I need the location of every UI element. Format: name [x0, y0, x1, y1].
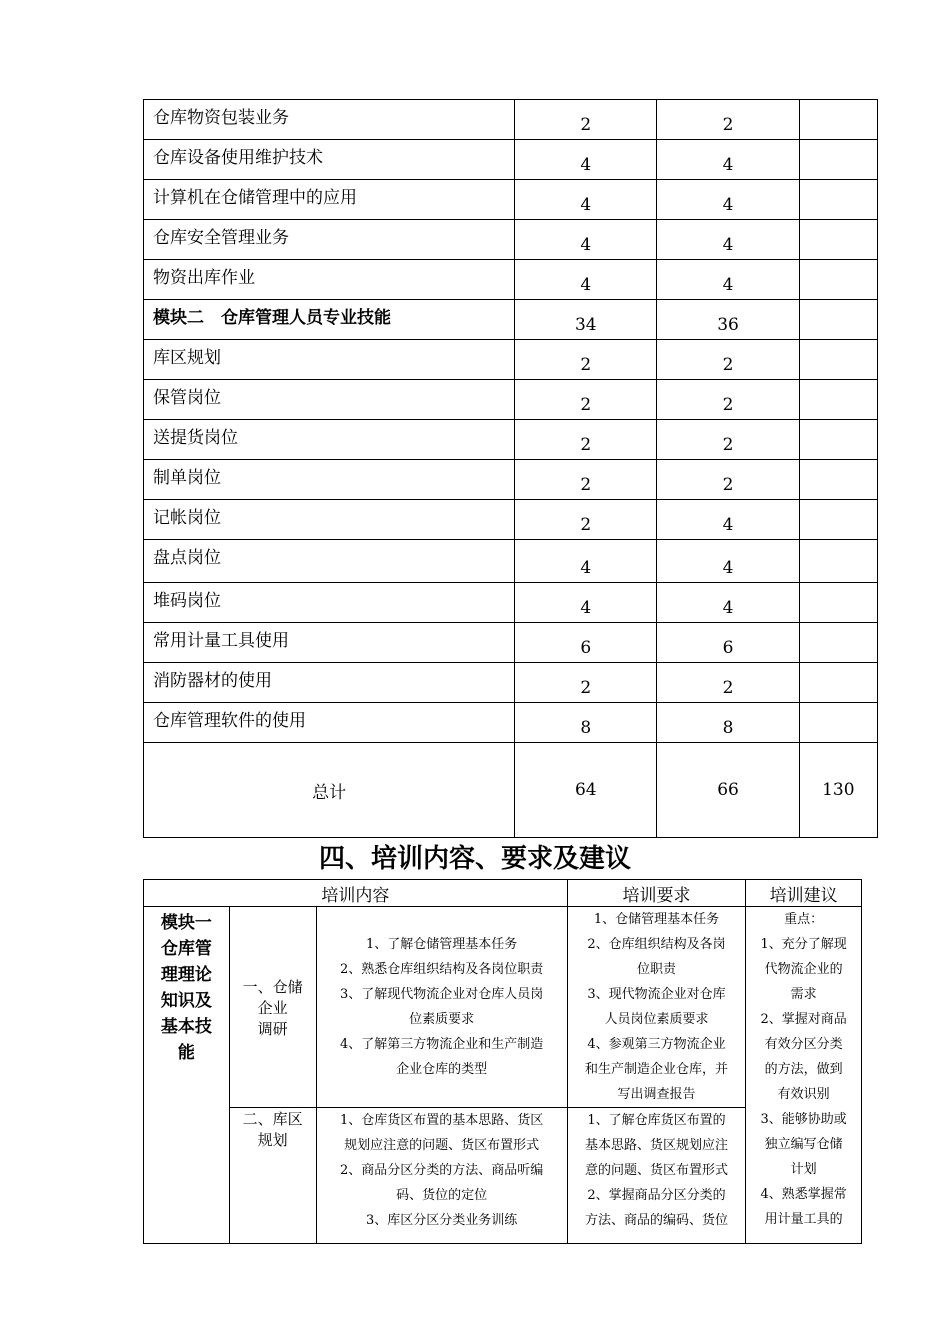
row-hours-b: 8	[657, 703, 799, 743]
hours-row	[144, 220, 878, 260]
advice-cell	[746, 907, 862, 1244]
total-label: 总计	[144, 743, 515, 838]
row-hours-a: 8	[515, 703, 657, 743]
text-line: 4、熟悉掌握常	[760, 1187, 847, 1202]
training-header-row	[144, 880, 862, 907]
text-line: 一、仓储	[242, 977, 303, 996]
text-line: 的方法，做到	[764, 1062, 843, 1077]
text-line: 4、了解第三方物流企业和生产制造	[340, 1037, 544, 1052]
total-row	[144, 743, 878, 838]
row-hours-b: 4	[657, 540, 799, 583]
text-line: 2、熟悉仓库组织结构及各岗位职责	[340, 962, 544, 977]
row-hours-a: 4	[515, 540, 657, 583]
row-hours-a: 2	[515, 340, 657, 380]
text-line: 位素质要求	[409, 1012, 475, 1027]
row-name: 消防器材的使用	[144, 663, 515, 703]
text-line: 模块一	[160, 913, 212, 933]
text-line: 2、仓库组织结构及各岗	[587, 937, 726, 952]
text-line: 3、库区分区分类业务训练	[366, 1213, 518, 1228]
row-hours-b: 2	[657, 100, 799, 140]
row-hours-c	[799, 540, 877, 583]
row-hours-a: 4	[515, 140, 657, 180]
row-hours-c	[799, 260, 877, 300]
hours-row	[144, 663, 878, 703]
row-name: 仓库物资包装业务	[144, 100, 515, 140]
text-line: 码、货位的定位	[396, 1188, 488, 1203]
hours-row	[144, 260, 878, 300]
row-hours-a: 2	[515, 460, 657, 500]
text-line: 2、掌握对商品	[760, 1012, 847, 1027]
row-name: 常用计量工具使用	[144, 623, 515, 663]
text-line: 1、了解仓库货区布置的	[587, 1113, 726, 1128]
row-hours-b: 4	[657, 140, 799, 180]
text-line: 和生产制造企业仓库，并	[585, 1062, 729, 1077]
hours-row	[144, 100, 878, 140]
row-hours-c	[799, 583, 877, 623]
total-c: 130	[799, 743, 877, 838]
text-line: 独立编写仓储	[764, 1137, 843, 1152]
row-hours-c	[799, 180, 877, 220]
row-hours-b: 6	[657, 623, 799, 663]
text-line: 2、掌握商品分区分类的	[587, 1188, 726, 1203]
row-hours-b: 2	[657, 460, 799, 500]
row-hours-b: 4	[657, 500, 799, 540]
row-name: 堆码岗位	[144, 583, 515, 623]
requirement-planning	[567, 1108, 745, 1244]
sub-title-survey	[229, 907, 316, 1108]
row-hours-c	[799, 220, 877, 260]
text-line: 基本技	[160, 1017, 212, 1037]
row-hours-c	[799, 420, 877, 460]
row-name: 记帐岗位	[144, 500, 515, 540]
hours-row	[144, 500, 878, 540]
row-hours-a: 34	[515, 300, 657, 340]
sub-title-planning	[229, 1108, 316, 1244]
row-hours-a: 4	[515, 583, 657, 623]
text-line: 1、了解仓储管理基本任务	[366, 937, 518, 952]
hours-row	[144, 623, 878, 663]
text-line: 规划应注意的问题、货区布置形式	[344, 1138, 540, 1153]
text-line: 有效分区分类	[764, 1037, 843, 1052]
text-line: 重点：	[784, 912, 824, 927]
total-a: 64	[515, 743, 657, 838]
row-hours-c	[799, 100, 877, 140]
text-line: 写出调查报告	[617, 1087, 696, 1102]
text-line: 4、参观第三方物流企业	[587, 1037, 726, 1052]
row-hours-c	[799, 300, 877, 340]
total-b: 66	[657, 743, 799, 838]
row-hours-b: 2	[657, 380, 799, 420]
row-hours-a: 6	[515, 623, 657, 663]
text-line: 用计量工具的	[764, 1212, 843, 1227]
row-hours-b: 2	[657, 340, 799, 380]
text-line: 3、了解现代物流企业对仓库人员岗	[340, 987, 544, 1002]
row-hours-a: 2	[515, 100, 657, 140]
row-hours-c	[799, 623, 877, 663]
row-hours-b: 4	[657, 260, 799, 300]
hours-row	[144, 140, 878, 180]
text-line: 仓库管	[160, 939, 212, 959]
text-line: 企业仓库的类型	[396, 1062, 488, 1077]
hours-row	[144, 380, 878, 420]
row-name: 保管岗位	[144, 380, 515, 420]
text-line: 3、能够协助或	[760, 1112, 847, 1127]
row-hours-b: 4	[657, 583, 799, 623]
text-line: 代物流企业的	[764, 962, 843, 977]
row-hours-a: 4	[515, 180, 657, 220]
row-hours-c	[799, 500, 877, 540]
text-line: 位职责	[637, 962, 677, 977]
content-planning	[316, 1108, 567, 1244]
row-name: 仓库设备使用维护技术	[144, 140, 515, 180]
row-hours-a: 2	[515, 500, 657, 540]
row-hours-c	[799, 703, 877, 743]
hours-row	[144, 460, 878, 500]
text-line: 人员岗位素质要求	[604, 1012, 709, 1027]
row-hours-c	[799, 663, 877, 703]
text-line: 需求	[790, 987, 817, 1002]
row-name: 制单岗位	[144, 460, 515, 500]
text-line: 方法、商品的编码、货位	[585, 1213, 729, 1228]
row-name: 送提货岗位	[144, 420, 515, 460]
row-name: 模块二 仓库管理人员专业技能	[144, 300, 515, 340]
text-line: 能	[177, 1043, 195, 1063]
text-line: 企业	[257, 998, 288, 1017]
requirement-survey	[567, 907, 745, 1108]
text-line: 二、库区	[242, 1110, 303, 1128]
row-hours-b: 4	[657, 180, 799, 220]
text-line: 意的问题、货区布置形式	[585, 1163, 729, 1178]
text-line: 2、商品分区分类的方法、商品听编	[340, 1163, 544, 1178]
row-name: 物资出库作业	[144, 260, 515, 300]
row-name: 计算机在仓储管理中的应用	[144, 180, 515, 220]
hours-table	[143, 99, 878, 838]
text-line: 规划	[257, 1131, 288, 1149]
row-hours-a: 4	[515, 260, 657, 300]
hours-row	[144, 420, 878, 460]
text-line: 调研	[257, 1019, 288, 1038]
row-hours-a: 4	[515, 220, 657, 260]
row-hours-c	[799, 140, 877, 180]
row-hours-b: 4	[657, 220, 799, 260]
row-name: 库区规划	[144, 340, 515, 380]
row-hours-c	[799, 460, 877, 500]
training-row-survey	[144, 907, 862, 1108]
text-line: 3、现代物流企业对仓库	[587, 987, 726, 1002]
row-hours-b: 2	[657, 420, 799, 460]
row-name: 盘点岗位	[144, 540, 515, 583]
hours-row	[144, 340, 878, 380]
content-survey	[316, 907, 567, 1108]
hours-row	[144, 583, 878, 623]
text-line: 知识及	[160, 991, 212, 1011]
text-line: 1、仓库货区布置的基本思路、货区	[340, 1113, 544, 1128]
hours-row	[144, 540, 878, 583]
row-name: 仓库安全管理业务	[144, 220, 515, 260]
text-line: 理理论	[160, 965, 212, 985]
section-heading: 四、培训内容、要求及建议	[318, 844, 631, 874]
row-hours-a: 2	[515, 380, 657, 420]
row-hours-a: 2	[515, 663, 657, 703]
header-advice: 培训建议	[746, 880, 862, 907]
hours-row	[144, 703, 878, 743]
text-line: 基本思路、货区规划应注	[585, 1138, 729, 1153]
row-hours-c	[799, 380, 877, 420]
hours-row	[144, 180, 878, 220]
row-name: 仓库管理软件的使用	[144, 703, 515, 743]
header-requirement: 培训要求	[567, 880, 745, 907]
training-table	[143, 879, 862, 1244]
text-line: 1、充分了解现	[760, 937, 847, 952]
text-line: 有效识别	[777, 1087, 830, 1102]
row-hours-b: 2	[657, 663, 799, 703]
module-title	[144, 907, 230, 1244]
text-line: 计划	[790, 1162, 817, 1177]
header-content: 培训内容	[144, 880, 568, 907]
row-hours-c	[799, 340, 877, 380]
row-hours-b: 36	[657, 300, 799, 340]
hours-row	[144, 300, 878, 340]
row-hours-a: 2	[515, 420, 657, 460]
text-line: 1、仓储管理基本任务	[593, 912, 720, 927]
